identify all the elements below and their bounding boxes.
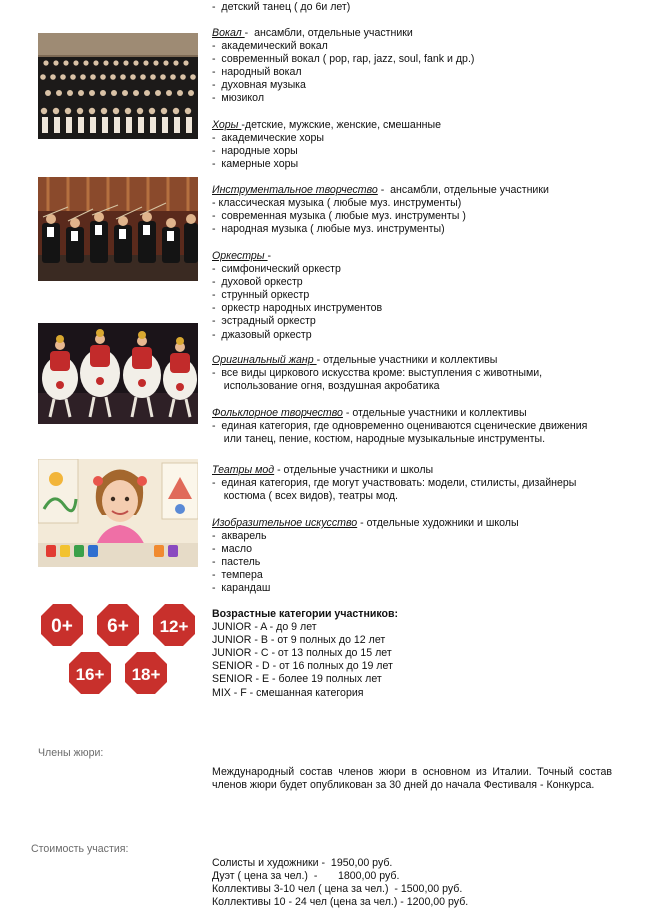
list-item: - джазовый оркестр xyxy=(212,328,312,341)
section-subtitle: - отдельные участники и школы xyxy=(274,464,434,476)
child-painting-photo xyxy=(38,459,198,567)
list-item: Солисты и художники - 1950,00 руб. xyxy=(212,857,393,869)
section-heading xyxy=(212,27,617,40)
age-badge-16-label: 16+ xyxy=(75,665,105,684)
section-choirs xyxy=(212,119,617,171)
section-subtitle: -детские, мужские, женские, смешанные xyxy=(241,119,442,131)
list-item: - мюзикол xyxy=(212,92,265,105)
jury-label: Члены жюри: xyxy=(38,747,104,759)
folk-dance-photo xyxy=(38,323,198,424)
section-subtitle: - отдельные участники и коллективы xyxy=(342,407,527,419)
section-title: Изобразительное искусство xyxy=(212,517,358,529)
list-item: костюма ( всех видов), театры мод. xyxy=(212,490,399,503)
age-badge-6 xyxy=(96,603,140,651)
section-subtitle: - отдельные участники и коллективы xyxy=(316,354,498,366)
age-badge-0 xyxy=(40,603,84,651)
age-badge-0-label: 0+ xyxy=(51,616,73,637)
list-item: JUNIOR - A - до 9 лет xyxy=(212,621,317,634)
list-item: Дуэт ( цена за чел.) - 1800,00 руб. xyxy=(212,870,400,883)
section-dance-tail xyxy=(212,1,617,14)
section-heading xyxy=(212,407,617,420)
list-item: - академический вокал xyxy=(212,40,328,53)
list-item: - детский танец ( до 6и лет) xyxy=(212,1,351,13)
age-badge-6-label: 6+ xyxy=(107,616,129,637)
list-item: - народная музыка ( любые муз. инструменты) xyxy=(212,223,445,236)
list-item: - духовная музыка xyxy=(212,79,306,92)
list-item: Коллективы 3-10 чел ( цена за чел.) - 1500,00 руб. xyxy=(212,883,463,896)
jury-text: Международный состав членов жюри в основном из Италии. Точный состав членов жюри будет опубликован за 30 дней до начала Фестиваля - Конкурса. xyxy=(212,766,612,792)
age-badge-12-label: 12+ xyxy=(159,617,189,636)
section-title: Инструментальное творчество xyxy=(212,184,378,196)
section-vocal xyxy=(212,27,617,106)
orchestra-photo xyxy=(38,177,198,281)
list-item: - эстрадный оркестр xyxy=(212,315,316,328)
list-item: - струнный оркестр xyxy=(212,289,310,302)
section-title: Оригинальный жанр xyxy=(212,354,317,366)
age-badge-18 xyxy=(124,651,168,699)
section-fashion xyxy=(212,464,617,503)
list-item: SENIOR - E - более 19 полных лет xyxy=(212,673,382,686)
list-item: использование огня, воздушная акробатика xyxy=(212,380,440,393)
section-folklore xyxy=(212,407,617,446)
section-title: Хоры xyxy=(212,119,242,131)
section-title: Фольклорное творчество xyxy=(212,407,343,419)
section-title: Оркестры xyxy=(212,250,268,262)
age-badge-12 xyxy=(152,603,196,651)
list-item: - акварель xyxy=(212,530,267,543)
section-heading xyxy=(212,184,617,197)
list-item: - камерные хоры xyxy=(212,158,299,171)
list-item: - симфонический оркестр xyxy=(212,263,341,276)
list-item: - единая категория, где одновременно оцениваются сценические движения xyxy=(212,420,588,433)
age-badge-16 xyxy=(68,651,112,699)
age-heading: Возрастные категории участников: xyxy=(212,608,399,620)
section-instrumental xyxy=(212,184,617,236)
list-item: - современная музыка ( любые муз. инструменты ) xyxy=(212,210,466,223)
section-title: Вокал xyxy=(212,27,245,39)
section-original-genre xyxy=(212,354,617,393)
section-heading xyxy=(212,517,617,530)
section-age-categories xyxy=(212,608,617,700)
cost-label: Стоимость участия: xyxy=(31,843,129,855)
list-item: - современный вокал ( pop, rap, jazz, soul, fank и др.) xyxy=(212,53,475,66)
list-item: - классическая музыка ( любые муз. инструменты) xyxy=(212,197,462,210)
list-item: - карандаш xyxy=(212,582,271,595)
section-title: Театры мод xyxy=(212,464,275,476)
list-item: JUNIOR - B - от 9 полных до 12 лет xyxy=(212,634,386,647)
list-item: SENIOR - D - от 16 полных до 19 лет xyxy=(212,660,393,673)
section-heading xyxy=(212,354,617,367)
list-item: - масло xyxy=(212,543,253,556)
list-item: - пастель xyxy=(212,556,261,569)
list-item: или танец, пение, костюм, народные музыкальные инструменты. xyxy=(212,433,546,446)
section-heading xyxy=(212,464,617,477)
section-subtitle: - ансамбли, отдельные участники xyxy=(244,27,413,39)
section-fine-arts xyxy=(212,517,617,596)
list-item: - темпера xyxy=(212,569,263,582)
section-subtitle: - отдельные художники и школы xyxy=(357,517,519,529)
cost-list xyxy=(212,857,617,909)
list-item: - единая категория, где могут участвовать: модели, стилисты, дизайнеры xyxy=(212,477,577,490)
list-item: - народные хоры xyxy=(212,145,298,158)
list-item: MIX - F - смешанная категория xyxy=(212,686,364,699)
list-item: - духовой оркестр xyxy=(212,276,303,289)
list-item: - все виды циркового искусства кроме: выступления с животными, xyxy=(212,367,543,380)
list-item: JUNIOR - C - от 13 полных до 15 лет xyxy=(212,647,392,660)
list-item: - академические хоры xyxy=(212,132,325,145)
section-subtitle: - ансамбли, отдельные участники xyxy=(377,184,549,196)
list-item: Коллективы 10 - 24 чел (цена за чел.) - 1200,00 руб. xyxy=(212,896,469,909)
list-item: - оркестр народных инструментов xyxy=(212,302,383,315)
section-heading xyxy=(212,119,617,132)
section-heading xyxy=(212,250,617,263)
choir-photo xyxy=(38,33,198,139)
section-subtitle: - xyxy=(267,250,272,262)
age-badge-18-label: 18+ xyxy=(131,665,161,684)
list-item: - народный вокал xyxy=(212,66,302,79)
section-orchestras xyxy=(212,250,617,342)
